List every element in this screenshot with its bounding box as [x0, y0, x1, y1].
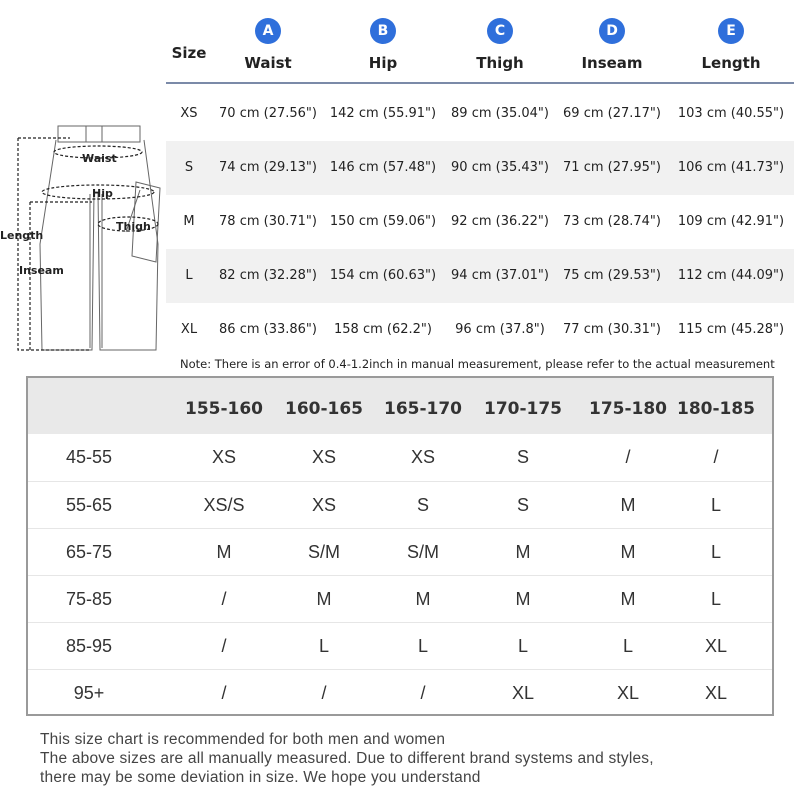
waist-cell: 78 cm (30.71"): [219, 214, 317, 229]
waist-cell: 82 cm (32.28"): [219, 268, 317, 283]
thigh-cell: 94 cm (37.01"): [451, 268, 549, 283]
length-cell: 106 cm (41.73"): [677, 160, 785, 175]
length-cell: 112 cm (44.09"): [677, 268, 785, 283]
size-cell: /: [713, 447, 719, 467]
measurement-table-header: [166, 0, 794, 84]
size-cell: XS: [311, 495, 336, 515]
size-cell: XL: [180, 322, 198, 337]
hip-cell: 158 cm (62.2"): [334, 322, 432, 337]
height-header-row: [28, 378, 772, 434]
hip-cell: 150 cm (59.06"): [329, 214, 437, 229]
table-row: [166, 249, 794, 303]
size-cell: M: [515, 542, 531, 562]
size-cell: XL: [704, 636, 728, 656]
height-range-header: 175-180: [588, 399, 668, 419]
badge-e-icon: E: [718, 18, 744, 44]
weight-cell: 45-55: [65, 447, 113, 467]
waist-column-header: [210, 18, 326, 72]
waist-cell: 86 cm (33.86"): [219, 322, 317, 337]
size-cell: XS: [311, 447, 336, 467]
size-cell: S: [416, 495, 429, 515]
size-cell: XS/S: [203, 495, 245, 515]
size-cell: /: [221, 636, 227, 656]
weight-cell: 55-65: [65, 495, 113, 515]
inseam-cell: 69 cm (27.17"): [563, 106, 661, 121]
table-row: [28, 575, 772, 622]
size-cell: /: [221, 589, 227, 609]
length-cell: 115 cm (45.28"): [677, 322, 785, 337]
height-range-header: 165-170: [383, 399, 463, 419]
length-label: Length: [701, 54, 761, 72]
inseam-column-header: [554, 18, 670, 72]
size-cell: M: [515, 589, 531, 609]
weight-cell: 65-75: [65, 542, 113, 562]
size-cell: S: [516, 447, 529, 467]
waist-cell: 70 cm (27.56"): [219, 106, 317, 121]
size-cell: S: [184, 160, 194, 175]
size-cell: S/M: [406, 542, 439, 562]
badge-a-icon: A: [255, 18, 281, 44]
table-row: [166, 141, 794, 195]
thigh-cell: 96 cm (37.8"): [455, 322, 545, 337]
weight-cell: 85-95: [65, 636, 113, 656]
thigh-diagram-label: Thigh: [116, 220, 151, 233]
measurement-note: Note: There is an error of 0.4-1.2inch in manual measurement, please refer to the actual measurement: [180, 357, 775, 371]
thigh-cell: 89 cm (35.04"): [451, 106, 549, 121]
pants-diagram: [0, 112, 170, 360]
size-column-header: Size: [171, 44, 207, 62]
height-range-header: 155-160: [184, 399, 264, 419]
size-cell: /: [321, 683, 327, 703]
inseam-cell: 75 cm (29.53"): [563, 268, 661, 283]
size-cell: M: [415, 589, 431, 609]
size-cell: L: [417, 636, 428, 656]
footer-line-1: This size chart is recommended for both men and women: [40, 731, 446, 748]
thigh-cell: 90 cm (35.43"): [451, 160, 549, 175]
footer-line-3: there may be some deviation in size. We hope you understand: [40, 769, 481, 786]
thigh-cell: 92 cm (36.22"): [451, 214, 549, 229]
size-cell: L: [710, 542, 721, 562]
height-range-header: 160-165: [284, 399, 364, 419]
weight-cell: 95+: [73, 683, 105, 703]
waist-label: Waist: [244, 54, 292, 72]
table-row: [28, 434, 772, 481]
length-cell: 109 cm (42.91"): [677, 214, 785, 229]
thigh-column-header: [442, 18, 558, 72]
hip-cell: 154 cm (60.63"): [329, 268, 437, 283]
table-row: [166, 195, 794, 249]
table-row: [166, 87, 794, 141]
badge-c-icon: C: [487, 18, 513, 44]
size-cell: XL: [616, 683, 640, 703]
size-cell: XL: [511, 683, 535, 703]
size-cell: M: [620, 495, 636, 515]
size-cell: /: [221, 683, 227, 703]
measurement-table: [166, 0, 794, 357]
size-cell: L: [185, 268, 193, 283]
inseam-diagram-label: Inseam: [19, 264, 64, 277]
size-recommendation-table: [26, 376, 774, 716]
waist-cell: 74 cm (29.13"): [219, 160, 317, 175]
size-cell: L: [622, 636, 633, 656]
size-cell: M: [216, 542, 232, 562]
length-column-header: [673, 18, 789, 72]
waist-diagram-label: Waist: [82, 152, 117, 165]
size-cell: XS: [211, 447, 236, 467]
height-range-header: 180-185: [676, 399, 756, 419]
size-cell: L: [517, 636, 528, 656]
size-cell: L: [318, 636, 329, 656]
table-row: [28, 481, 772, 528]
size-cell: M: [183, 214, 195, 229]
length-cell: 103 cm (40.55"): [677, 106, 785, 121]
size-cell: XS: [410, 447, 435, 467]
length-diagram-label: Length: [0, 229, 44, 242]
size-cell: M: [620, 589, 636, 609]
thigh-label: Thigh: [476, 54, 524, 72]
size-cell: /: [420, 683, 426, 703]
hip-cell: 142 cm (55.91"): [329, 106, 437, 121]
size-cell: XL: [704, 683, 728, 703]
badge-d-icon: D: [599, 18, 625, 44]
size-cell: M: [620, 542, 636, 562]
size-cell: S: [516, 495, 529, 515]
table-row: [28, 669, 772, 716]
size-cell: XS: [180, 106, 198, 121]
table-row: [166, 303, 794, 357]
inseam-cell: 73 cm (28.74"): [563, 214, 661, 229]
inseam-cell: 77 cm (30.31"): [563, 322, 661, 337]
size-cell: L: [710, 589, 721, 609]
inseam-cell: 71 cm (27.95"): [563, 160, 661, 175]
size-cell: L: [710, 495, 721, 515]
hip-label: Hip: [368, 54, 398, 72]
hip-column-header: [325, 18, 441, 72]
hip-cell: 146 cm (57.48"): [329, 160, 437, 175]
inseam-label: Inseam: [581, 54, 643, 72]
size-cell: /: [625, 447, 631, 467]
footer-line-2: The above sizes are all manually measured. Due to different brand systems and styles,: [40, 750, 654, 767]
size-cell: M: [316, 589, 332, 609]
size-cell: S/M: [307, 542, 340, 562]
weight-cell: 75-85: [65, 589, 113, 609]
badge-b-icon: B: [370, 18, 396, 44]
table-row: [28, 622, 772, 669]
height-range-header: 170-175: [483, 399, 563, 419]
table-row: [28, 528, 772, 575]
hip-diagram-label: Hip: [92, 187, 113, 200]
footer-text: [40, 730, 654, 787]
